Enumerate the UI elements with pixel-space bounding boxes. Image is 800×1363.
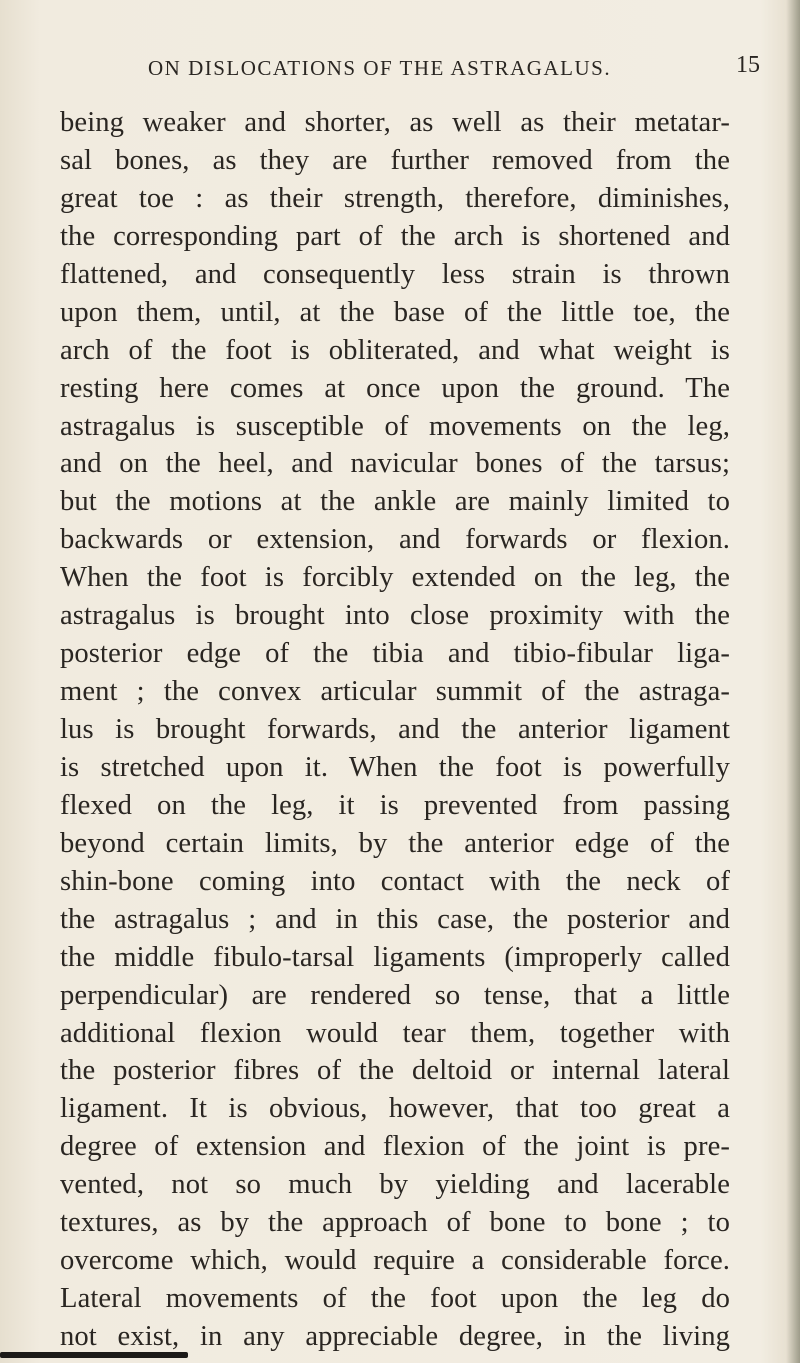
text-line: backwards or extension, and forwards or flexion. <box>60 524 730 556</box>
text-line: flexed on the leg, it is prevented from passing <box>60 789 730 821</box>
text-line: additional flexion would tear them, together with <box>60 1017 730 1049</box>
text-line: the corresponding part of the arch is shortened and <box>60 220 730 252</box>
text-line: lus is brought forwards, and the anterior ligament <box>60 714 730 745</box>
text-line: degree of extension and flexion of the joint is pre- <box>60 1131 730 1163</box>
body-text <box>60 104 730 1356</box>
text-line: beyond certain limits, by the anterior edge of the <box>60 827 730 859</box>
text-line: astragalus is brought into close proximity with the <box>60 600 730 632</box>
text-line: posterior edge of the tibia and tibio-fibular liga- <box>60 638 730 670</box>
text-line: great toe : as their strength, therefore, diminishes, <box>60 182 730 214</box>
text-line: arch of the foot is obliterated, and what weight is <box>60 334 730 366</box>
page-edge-shadow <box>0 1352 188 1358</box>
text-line: is stretched upon it. When the foot is powerfully <box>60 751 730 783</box>
text-line: resting here comes at once upon the ground. The <box>60 372 730 404</box>
text-line: ment ; the convex articular summit of the astraga- <box>60 676 730 708</box>
text-line: vented, not so much by yielding and lacerable <box>60 1169 730 1201</box>
text-line: shin-bone coming into contact with the neck of <box>60 865 730 897</box>
text-line: upon them, until, at the base of the little toe, the <box>60 296 730 328</box>
text-line: the astragalus ; and in this case, the posterior and <box>60 903 730 935</box>
text-line: not exist, in any appreciable degree, in the living <box>60 1321 730 1352</box>
text-line: overcome which, would require a considerable force. <box>60 1245 730 1277</box>
text-line: textures, as by the approach of bone to bone ; to <box>60 1207 730 1239</box>
text-line: Lateral movements of the foot upon the leg do <box>60 1283 730 1315</box>
text-line: being weaker and shorter, as well as their metatar- <box>60 107 730 138</box>
text-line: flattened, and consequently less strain is thrown <box>60 258 730 290</box>
text-line: perpendicular) are rendered so tense, that a little <box>60 979 730 1011</box>
text-line: sal bones, as they are further removed from the <box>60 144 730 176</box>
text-line: the posterior fibres of the deltoid or internal lateral <box>60 1055 730 1087</box>
text-line: but the motions at the ankle are mainly limited to <box>60 486 730 518</box>
text-line: the middle fibulo-tarsal ligaments (improperly called <box>60 941 730 973</box>
page-number: 15 <box>736 52 760 78</box>
text-line: and on the heel, and navicular bones of the tarsus; <box>60 448 730 480</box>
text-line: When the foot is forcibly extended on the leg, the <box>60 562 730 594</box>
text-line: ligament. It is obvious, however, that too great a <box>60 1093 730 1125</box>
running-header: ON DISLOCATIONS OF THE ASTRAGALUS. <box>148 56 612 80</box>
page-binding-edge <box>786 0 800 1363</box>
text-line: astragalus is susceptible of movements on the leg, <box>60 410 730 442</box>
